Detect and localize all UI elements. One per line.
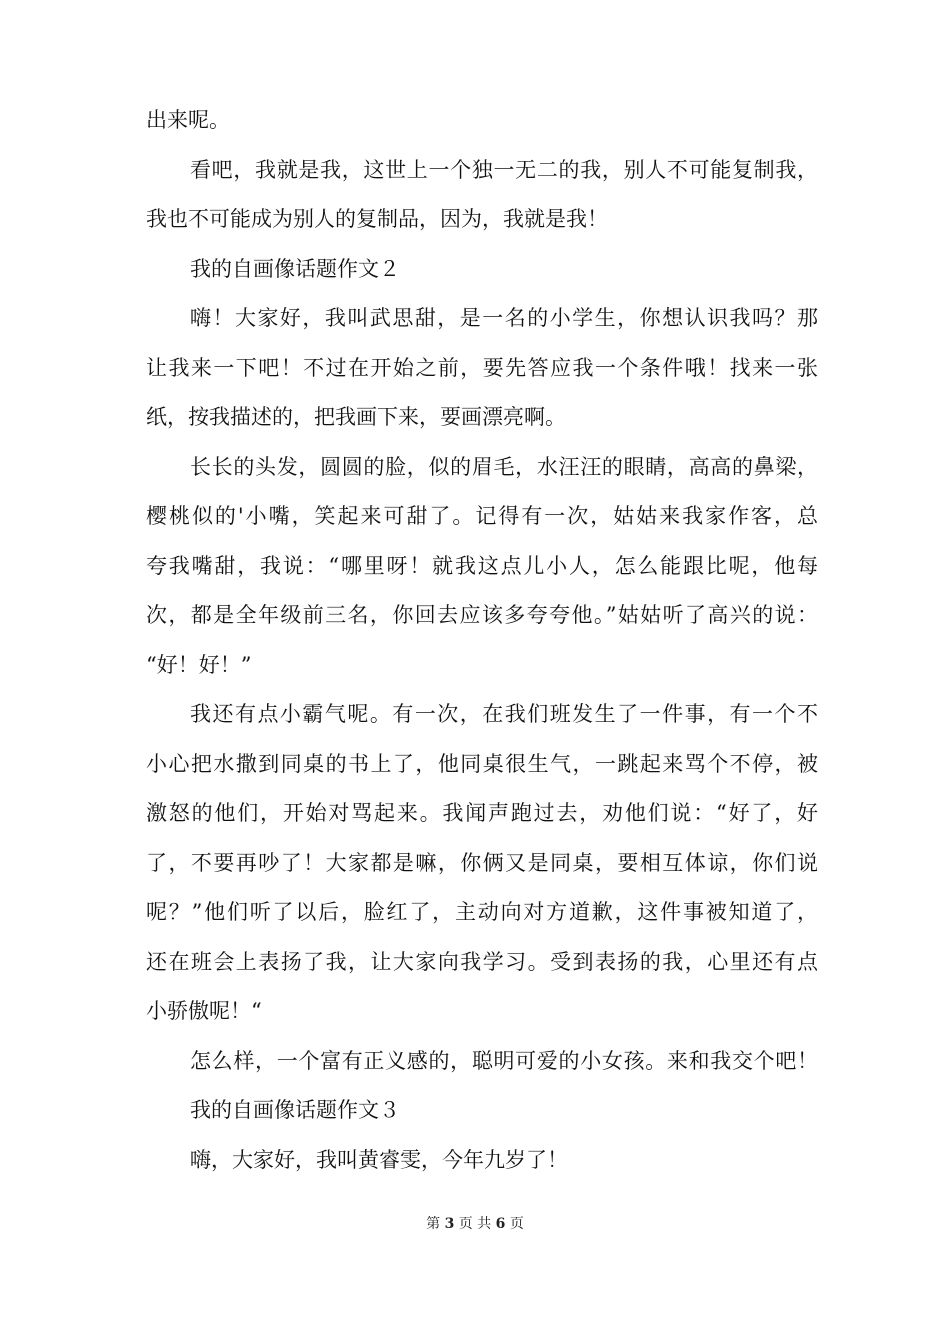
text-line: “好！好！”	[146, 652, 252, 677]
text-line: 看吧，我就是我，这世上一个独一无二的我，别人不可能复制我，	[190, 157, 818, 182]
text-line: 我也不可能成为别人的复制品，因为，我就是我！	[146, 207, 608, 231]
text-line: 让我来一下吧！不过在开始之前，要先答应我一个条件哦！找来一张	[146, 355, 818, 380]
footer-prefix: 第	[426, 1216, 441, 1232]
text-line: 出来呢。	[146, 108, 230, 132]
text-line: 激怒的他们，开始对骂起来。我闻声跑过去，劝他们说：“好了，好	[146, 801, 818, 825]
footer-total-pages: 6	[495, 1216, 506, 1232]
page-footer	[0, 1214, 950, 1234]
footer-current-page: 3	[444, 1216, 455, 1232]
text-line: 次，都是全年级前三名，你回去应该多夸夸他。”姑姑听了高兴的说：	[146, 603, 818, 627]
text-line: 小骄傲呢！“	[146, 999, 262, 1023]
text-line: 呢？”他们听了以后，脸红了，主动向对方道歉，这件事被知道了，	[146, 900, 818, 924]
text-line: 樱桃似的'小嘴，笑起来可甜了。记得有一次，姑姑来我家作客，总	[146, 504, 818, 528]
text-line: 我还有点小霸气呢。有一次，在我们班发生了一件事，有一个不	[190, 702, 818, 726]
text-line: 我的自画像话题作文３	[190, 1098, 400, 1122]
text-line: 嗨！大家好，我叫武思甜，是一名的小学生，你想认识我吗？那	[190, 306, 818, 330]
text-line: 长长的头发，圆圆的脸，似的眉毛，水汪汪的眼睛，高高的鼻梁，	[190, 454, 818, 479]
text-line: 我的自画像话题作文２	[190, 256, 400, 281]
text-line: 纸，按我描述的，把我画下来，要画漂亮啊。	[146, 405, 566, 429]
text-line: 了，不要再吵了！大家都是嘛，你俩又是同桌，要相互体谅，你们说	[146, 850, 818, 875]
text-line: 还在班会上表扬了我，让大家向我学习。受到表扬的我，心里还有点	[146, 949, 818, 974]
text-line: 夸我嘴甜，我说：“哪里呀！就我这点儿小人，怎么能跟比呢，他每	[146, 553, 818, 578]
text-line: 小心把水撒到同桌的书上了，他同桌很生气，一跳起来骂个不停，被	[146, 751, 818, 776]
text-line: 嗨，大家好，我叫黄睿雯，今年九岁了！	[190, 1147, 568, 1172]
footer-middle: 页 共	[458, 1216, 492, 1232]
footer-suffix: 页	[509, 1216, 524, 1232]
document-body	[146, 96, 818, 1185]
text-line: 怎么样，一个富有正义感的，聪明可爱的小女孩。来和我交个吧！	[190, 1048, 818, 1073]
